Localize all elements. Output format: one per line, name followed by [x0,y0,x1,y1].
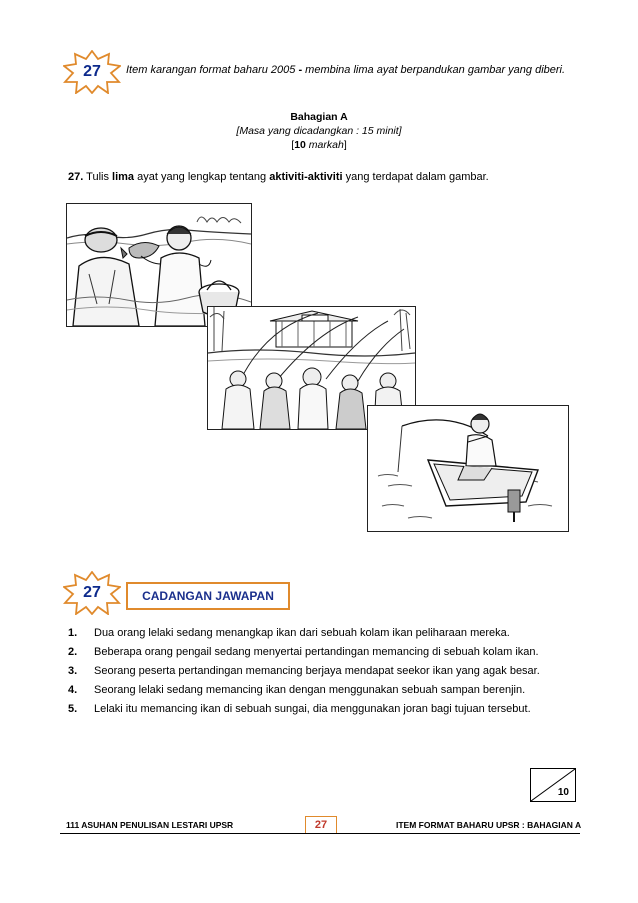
answer-list [68,627,588,722]
item-number-badge [63,50,121,94]
score-box [530,768,576,802]
badge-number: 27 [83,63,101,80]
score-value: 10 [557,787,569,798]
item-description: Item karangan format baharu 2005 - membina lima ayat berpandukan gambar yang diberi. [126,64,566,76]
list-item: 5. Lelaki itu memancing ikan di sebuah sungai, dia menggunakan joran bagi tujuan tersebut. [68,703,531,715]
section-time: [Masa yang dicadangkan : 15 minit] [236,125,402,137]
answer-number-badge [63,571,121,615]
picture-boat-fishing [367,405,569,532]
list-item: 4. Seorang lelaki sedang memancing ikan dengan menggunakan sebuah sampan berenjin. [68,684,526,696]
question-text: 27. Tulis lima ayat yang lengkap tentang aktiviti-aktiviti yang terdapat dalam gambar. [68,171,489,183]
footer-section-label: ITEM FORMAT BAHARU UPSR : BAHAGIAN A [396,820,582,830]
footer-book-title: 111 ASUHAN PENULISAN LESTARI UPSR [66,820,234,830]
footer-page-number: 27 [305,816,337,834]
footer-divider [60,833,580,834]
section-title: Bahagian A [290,111,348,123]
list-item: 3. Seorang peserta pertandingan memancing berjaya mendapat seekor ikan yang agak besar. [68,665,540,677]
answer-badge-number: 27 [83,584,101,601]
boat-fishing-illustration [368,406,568,531]
answer-section-title: CADANGAN JAWAPAN [126,582,290,610]
list-item: 1. Dua orang lelaki sedang menangkap ikan dari sebuah kolam ikan peliharaan mereka. [68,627,510,639]
section-marks: [10 markah] [291,139,347,151]
list-item: 2. Beberapa orang pengail sedang menyertai pertandingan memancing di sebuah kolam ikan. [68,646,539,658]
